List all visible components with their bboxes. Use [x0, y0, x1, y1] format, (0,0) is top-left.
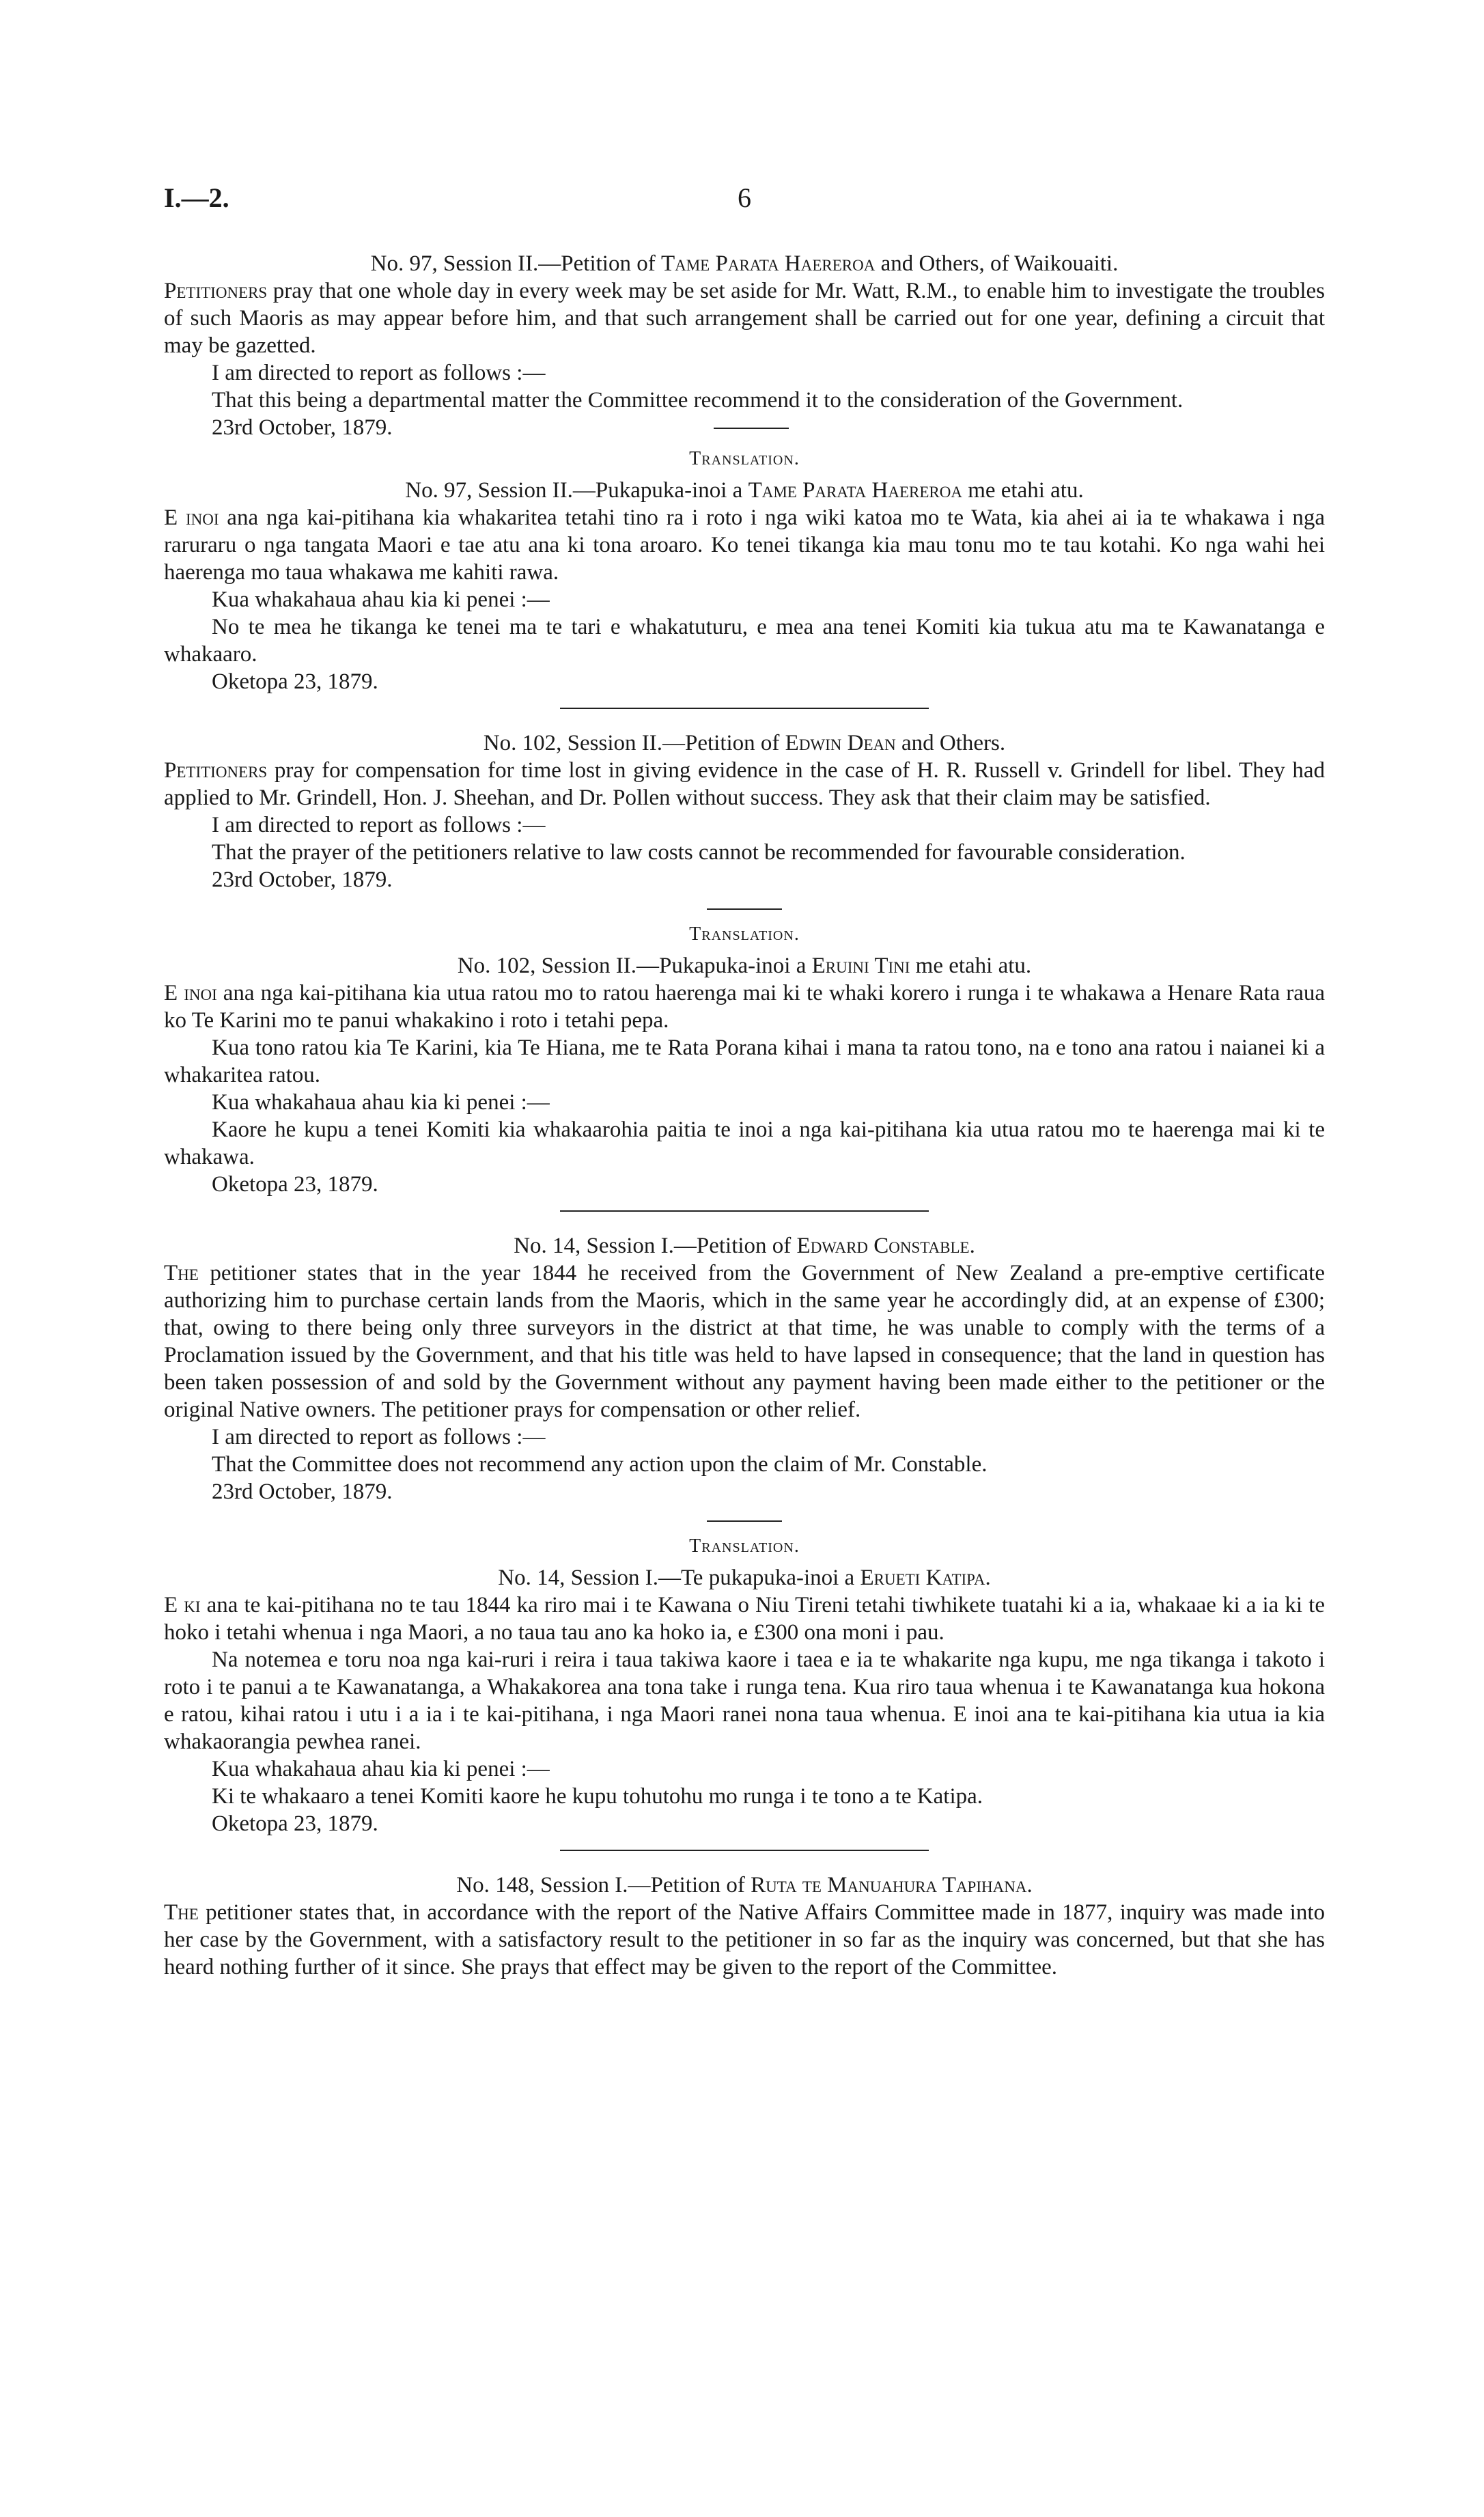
translation-heading: Translation. [689, 923, 800, 945]
report-text: That this being a departmental matter the Committee recommend it to the consideration of the Government. [212, 388, 1184, 413]
report-text: Ki te whakaaro a tenei Komiti kaore he kupu tohutohu mo runga i te tono a te Katipa. [212, 1784, 983, 1809]
directed-line: I am directed to report as follows :— [212, 1425, 546, 1449]
document-page [164, 184, 1325, 1981]
section-title: No. 97, Session II.—Petition of Tame Parata Haereroa and Others, of Waikouaiti. [370, 251, 1119, 276]
lead-word: The [164, 1261, 199, 1285]
petition-102-english [164, 729, 1325, 910]
petition-body: E inoi ana nga kai-pitihana kia utua ratou mo to ratou haerenga mai ki te whaki korero i runga i te whakawa a Henare Rata raua ko Te Karini mo te panui whakakino i roto i tetahi pepa. [164, 981, 1325, 1033]
petition-body: E ki ana te kai-pitihana no te tau 1844 ka riro mai i te Kawana o Niu Tireni tetahi tiwhikete tuatahi ki a ia, whakaae ki a ia ki te hoko i tetahi whenua i nga Maori, a no taua tau ano ka hoko ia, e £300 ona moni i pau. [164, 1593, 1325, 1645]
report-date: Oketopa 23, 1879. [212, 1172, 378, 1197]
section-title: No. 102, Session II.—Pukapuka-inoi a Eruini Tini me etahi atu. [457, 954, 1032, 978]
section-title: No. 97, Session II.—Pukapuka-inoi a Tame Parata Haereroa me etahi atu. [405, 478, 1084, 503]
section-title: No. 148, Session I.—Petition of Ruta te Manuahura Tapihana. [456, 1873, 1033, 1897]
translation-heading: Translation. [689, 448, 800, 469]
divider-long [560, 1850, 929, 1851]
petition-body: The petitioner states that, in accordance with the report of the Native Affairs Committee made in 1877, inquiry was made into her case by the Government, with a satisfactory result to the petitioner in so far as the inquiry was concerned, but that she has heard nothing further of it since. She prays that effect may be given to the report of the Committee. [164, 1900, 1325, 1979]
divider-short [714, 428, 789, 429]
report-date: 23rd October, 1879. [212, 867, 393, 892]
report-text: That the Committee does not recommend any action upon the claim of Mr. Constable. [212, 1452, 988, 1477]
directed-line: Kua whakahaua ahau kia ki penei :— [212, 1090, 550, 1115]
lead-word: Petitioners [164, 279, 268, 303]
section-title: No. 14, Session I.—Te pukapuka-inoi a Erueti Katipa. [498, 1566, 991, 1590]
petition-body-continued: Na notemea e toru noa nga kai-ruri i reira i taua takiwa kaore i taea e ia te whakarite nga kupu, me nga tikanga i takoto i roto i te panui a te Kawanatanga, a Whakakorea ana tona take i runga tena. Kua riro taua whenua i te Kawanatanga kua hokona e ratou, kihai ratou i utu i a ia i te kai-pitihana, i nga Maori ranei nona taua whenua. E inoi ana te kai-pitihana kia utua ia kia whakaorangia pewhea ranei. [164, 1647, 1325, 1754]
petition-body: The petitioner states that in the year 1844 he received from the Government of New Zealand a pre-emptive certificate authorizing him to purchase certain lands from the Maoris, which in the same year he accordingly did, at an expense of £300; that, owing to there being only three surveyors in the district at that time, he was unable to comply with the terms of a Proclamation issued by the Government, and that his title was held to have lapsed in consequence; that the land in question has been taken possession of and sold by the Government without any payment having been made either to the petitioner or the original Native owners. The petitioner prays for compensation or other relief. [164, 1261, 1325, 1422]
petitioner-name: Tame Parata Haereroa [748, 478, 962, 503]
petition-body: Petitioners pray that one whole day in every week may be set aside for Mr. Watt, R.M., to enable him to investigate the troubles of such Maoris as may appear before him, and that such arrangement shall be carried out for one year, defining a circuit that may be gazetted. [164, 279, 1325, 358]
petition-14-translation [164, 1522, 1325, 1851]
petition-97-translation [164, 445, 1325, 709]
petition-148-english [164, 1872, 1325, 1981]
lead-word: E inoi [164, 981, 217, 1005]
divider-long [560, 708, 929, 709]
petition-body: E inoi ana nga kai-pitihana kia whakaritea tetahi tino ra i roto i nga wiki katoa mo te Wata, kia ahei ai ia te whakawa i nga raruraru o nga tangata Maori e tae atu ana ki tona aroaro. Ko tenei tikanga kia mau tonu mo te tau kotahi. Ko nga wahi hei haerenga mo taua whakawa me kahiti rawa. [164, 505, 1325, 585]
petitioner-name: Edwin Dean [785, 731, 896, 755]
report-date: Oketopa 23, 1879. [212, 1811, 378, 1836]
petitioner-name: Eruini Tini [811, 954, 910, 978]
petitioner-name: Ruta te Manuahura Tapihana [751, 1873, 1027, 1897]
page-number: 6 [738, 182, 751, 213]
divider-long [560, 1210, 929, 1212]
report-date: Oketopa 23, 1879. [212, 669, 378, 694]
report-date: 23rd October, 1879. [212, 1479, 393, 1504]
report-date: 23rd October, 1879. [212, 415, 393, 440]
report-text: No te mea he tikanga ke tenei ma te tari e whakatuturu, e mea ana tenei Komiti kia tukua atu ma te Kawanatanga e whakaaro. [164, 615, 1325, 667]
directed-line: I am directed to report as follows :— [212, 813, 546, 837]
translation-heading: Translation. [689, 1535, 800, 1557]
petition-97-english [164, 250, 1325, 441]
petition-body: Petitioners pray for compensation for time lost in giving evidence in the case of H. R. Russell v. Grindell for libel. They had applied to Mr. Grindell, Hon. J. Sheehan, and Dr. Pollen without success. They ask that their claim may be satisfied. [164, 758, 1325, 810]
lead-word: Petitioners [164, 758, 268, 783]
directed-line: Kua whakahaua ahau kia ki penei :— [212, 1757, 550, 1781]
lead-word: The [164, 1900, 199, 1925]
petition-14-english [164, 1232, 1325, 1522]
section-title: No. 102, Session II.—Petition of Edwin Dean and Others. [483, 731, 1006, 755]
section-title: No. 14, Session I.—Petition of Edward Constable. [514, 1234, 975, 1258]
petition-body-continued: Kua tono ratou kia Te Karini, kia Te Hiana, me te Rata Porana kihai i mana ta ratou tono, na e tono ana ratou i naianei ki a whakaritea ratou. [164, 1035, 1325, 1087]
directed-line: Kua whakahaua ahau kia ki penei :— [212, 587, 550, 612]
page-code: I.—2. [164, 182, 229, 213]
page-header [164, 184, 1325, 225]
report-text: That the prayer of the petitioners relative to law costs cannot be recommended for favourable consideration. [212, 840, 1186, 865]
petitioner-name: Tame Parata Haereroa [660, 251, 876, 276]
report-text: Kaore he kupu a tenei Komiti kia whakaarohia paitia te inoi a nga kai-pitihana kia utua ratou mo te haerenga mai ki te whakawa. [164, 1117, 1325, 1169]
lead-word: E ki [164, 1593, 201, 1617]
petition-102-translation [164, 910, 1325, 1212]
lead-word: E inoi [164, 505, 219, 530]
petitioner-name: Erueti Katipa [860, 1566, 985, 1590]
directed-line: I am directed to report as follows :— [212, 361, 546, 385]
petitioner-name: Edward Constable [796, 1234, 970, 1258]
